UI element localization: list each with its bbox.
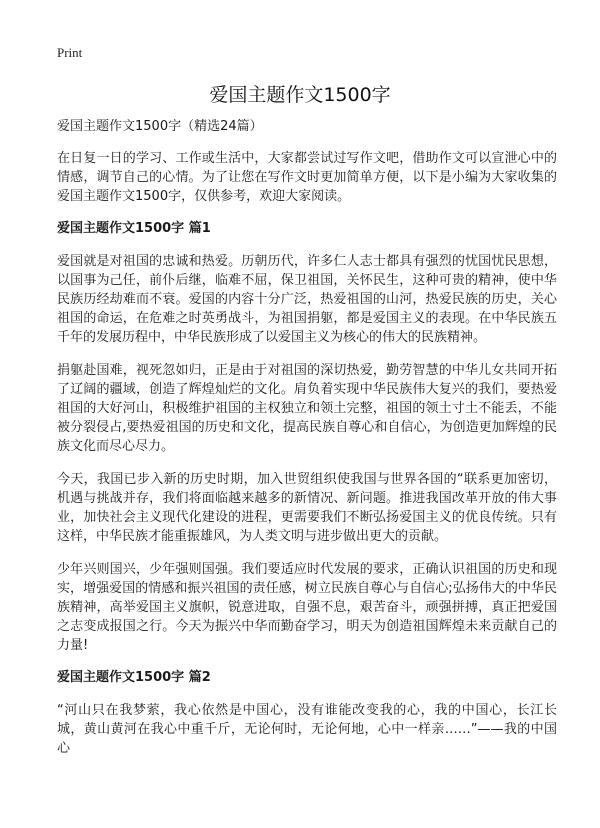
section-paragraph: 爱国就是对祖国的忠诚和热爱。历朝历代，许多仁人志士都具有强烈的忧国忧民思想，以国事为己任，前仆后继，临难不屈，保卫祖国，关怀民生，这种可贵的精神，使中华民族历经劫难而不衰。爱国的内容十分广泛，热爱祖国的山河，热爱民族的历史，关心祖国的命运，在危难之时英勇战斗，为祖国捐躯，都是爱国主义的表现。在中华民族五千年的发展历程中，中华民族形成了以爱国主义为核心的伟大的民族精神。 (57, 254, 557, 345)
section-heading: 爱国主题作文1500字 篇1 (57, 221, 211, 236)
section-paragraph: “河山只在我梦萦，我心依然是中国心，没有谁能改变我的心，我的中国心，长江长城，黄山黄河在我心中重千斤，无论何时，无论何地，心中一样亲……”——我的中国心 (57, 703, 557, 756)
page-title: 爱国主题作文1500字 (209, 84, 391, 106)
section-paragraph: 少年兴则国兴，少年强则国强。我们要适应时代发展的要求，正确认识祖国的历史和现实，增强爱国的情感和振兴祖国的责任感，树立民族自尊心与自信心;弘扬伟大的中华民族精神，高举爱国主义旗帜，锐意进取，自强不息，艰苦奋斗，顽强拼搏，真正把爱国之志变成报国之行。今天为振兴中华而勤奋学习，明天为创造祖国辉煌未来贡献自己的力量! (57, 562, 557, 653)
intro-paragraph: 在日复一日的学习、工作或生活中，大家都尝试过写作文吧，借助作文可以宣泄心中的情感，调节自己的心情。为了让您在写作文时更加简单方便，以下是小编为大家收集的爱国主题作文1500字，仅供参考，欢迎大家阅读。 (57, 151, 557, 204)
section-paragraph: 捐躯赴国难，视死忽如归，正是由于对祖国的深切热爱，勤劳智慧的中华儿女共同开拓了辽阔的疆域，创造了辉煌灿烂的文化。肩负着实现中华民族伟大复兴的我们，要热爱祖国的大好河山，积极维护祖国的主权独立和领土完整，祖国的领土寸土不能丢，不能被分裂侵占,要热爱祖国的历史和文化，提高民族自尊心和自信心，为创造更加辉煌的民族文化而尽心尽力。 (57, 363, 557, 454)
section-1 (57, 220, 557, 655)
section-paragraph: 今天，我国已步入新的历史时期，加入世贸组织使我国与世界各国的“联系更加密切，机遇与挑战并存，我们将面临越来越多的新情况、新问题。推进我国改革开放的伟大事业，加快社会主义现代化建设的进程，更需要我们不断弘扬爱国主义的优良传统。只有这样，中华民族才能重振雄风，为人类文明与进步做出更大的贡献。 (57, 472, 557, 544)
article-subtitle: 爱国主题作文1500字（精选24篇） (57, 119, 263, 134)
article-body (57, 118, 557, 772)
section-2 (57, 669, 557, 758)
print-link[interactable]: Print (57, 45, 83, 60)
section-heading: 爱国主题作文1500字 篇2 (57, 670, 211, 685)
